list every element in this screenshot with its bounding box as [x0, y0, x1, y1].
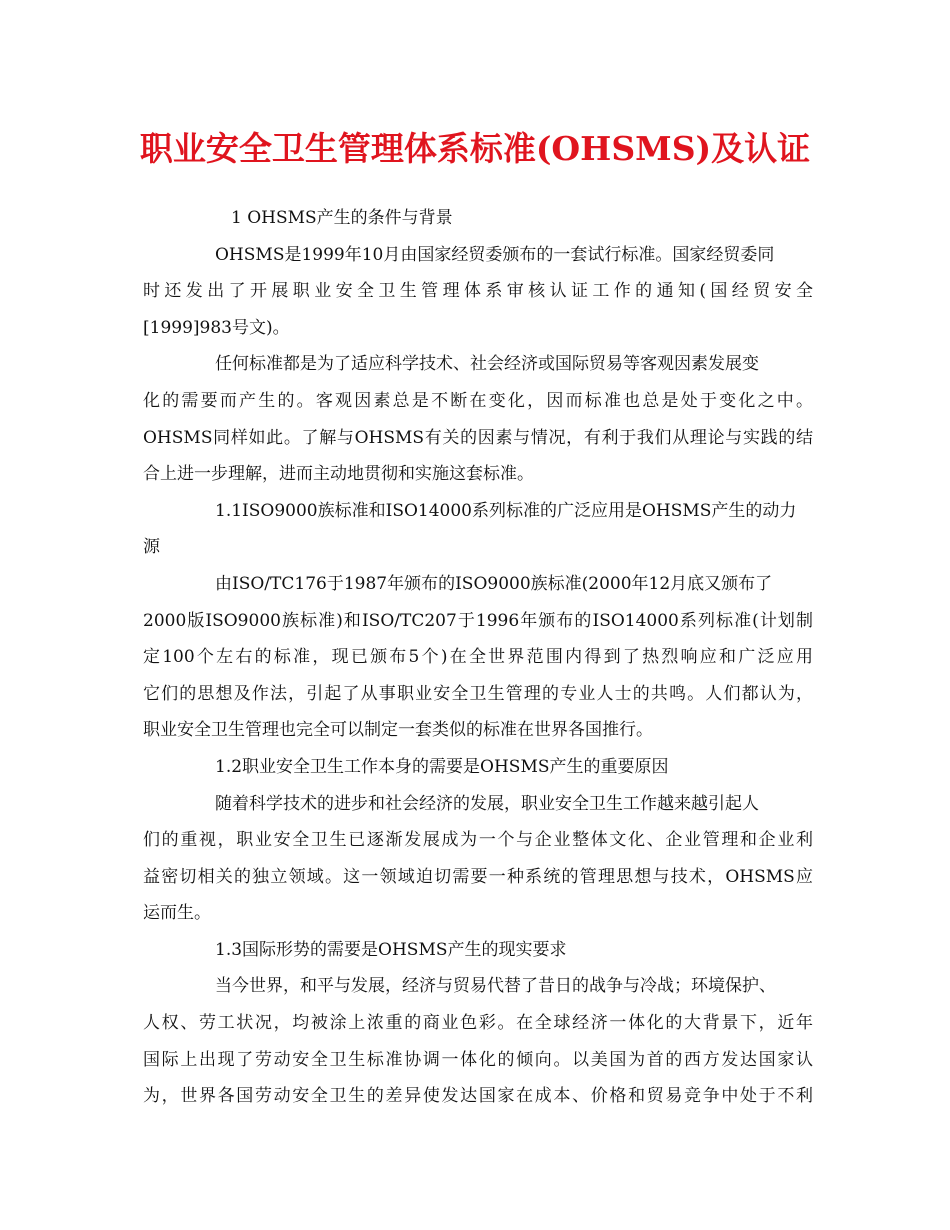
- text-line: 1 OHSMS产生的条件与背景: [231, 208, 453, 228]
- text-line: 运而生。: [143, 903, 211, 924]
- text-line: 职业安全卫生管理也完全可以制定一套类似的标准在世界各国推行。: [143, 720, 653, 741]
- text-line: OHSMS同样如此。了解与OHSMS有关的因素与情况，有利于我们从理论与实践的结: [143, 427, 813, 448]
- text-line: 1.1ISO9000族标准和ISO14000系列标准的广泛应用是OHSMS产生的动力: [215, 500, 797, 521]
- text-line: 合上进一步理解，进而主动地贯彻和实施这套标准。: [143, 464, 534, 485]
- text-line: 随着科学技术的进步和社会经济的发展，职业安全卫生工作越来越引起人: [215, 793, 759, 814]
- document-body: [143, 200, 813, 1115]
- text-line: 源: [143, 537, 160, 558]
- text-line: 人权、劳工状况，均被涂上浓重的商业色彩。在全球经济一体化的大背景下，近年: [143, 1013, 813, 1034]
- text-line: 国际上出现了劳动安全卫生标准协调一体化的倾向。以美国为首的西方发达国家认: [143, 1049, 813, 1070]
- text-line: 为，世界各国劳动安全卫生的差异使发达国家在成本、价格和贸易竞争中处于不利: [143, 1086, 813, 1107]
- text-line: 时还发出了开展职业安全卫生管理体系审核认证工作的通知(国经贸安全: [143, 281, 813, 302]
- text-line: 由ISO/TC176于1987年颁布的ISO9000族标准(2000年12月底又颁布了: [215, 573, 773, 594]
- text-line: 们的重视，职业安全卫生已逐渐发展成为一个与企业整体文化、企业管理和企业利: [143, 830, 813, 851]
- text-line: 任何标准都是为了适应科学技术、社会经济或国际贸易等客观因素发展变: [215, 354, 759, 375]
- text-line: [1999]983号文)。: [143, 317, 290, 338]
- text-line: 当今世界，和平与发展，经济与贸易代替了昔日的战争与冷战；环境保护、: [215, 976, 776, 997]
- text-line: 2000版ISO9000族标准)和ISO/TC207于1996年颁布的ISO14000系列标准(计划制: [143, 610, 813, 631]
- page-title: 职业安全卫生管理体系标准(OHSMS)及认证: [139, 129, 811, 168]
- text-line: 1.3国际形势的需要是OHSMS产生的现实要求: [215, 939, 567, 960]
- text-line: 1.2职业安全卫生工作本身的需要是OHSMS产生的重要原因: [215, 756, 669, 777]
- text-line: 它们的思想及作法，引起了从事职业安全卫生管理的专业人士的共鸣。人们都认为，: [143, 683, 813, 704]
- text-line: OHSMS是1999年10月由国家经贸委颁布的一套试行标准。国家经贸委同: [215, 244, 775, 265]
- text-line: 益密切相关的独立领域。这一领域迫切需要一种系统的管理思想与技术，OHSMS应: [143, 866, 813, 887]
- text-line: 定100个左右的标准，现已颁布5个)在全世界范围内得到了热烈响应和广泛应用: [143, 647, 813, 668]
- text-line: 化的需要而产生的。客观因素总是不断在变化，因而标准也总是处于变化之中。: [143, 390, 813, 411]
